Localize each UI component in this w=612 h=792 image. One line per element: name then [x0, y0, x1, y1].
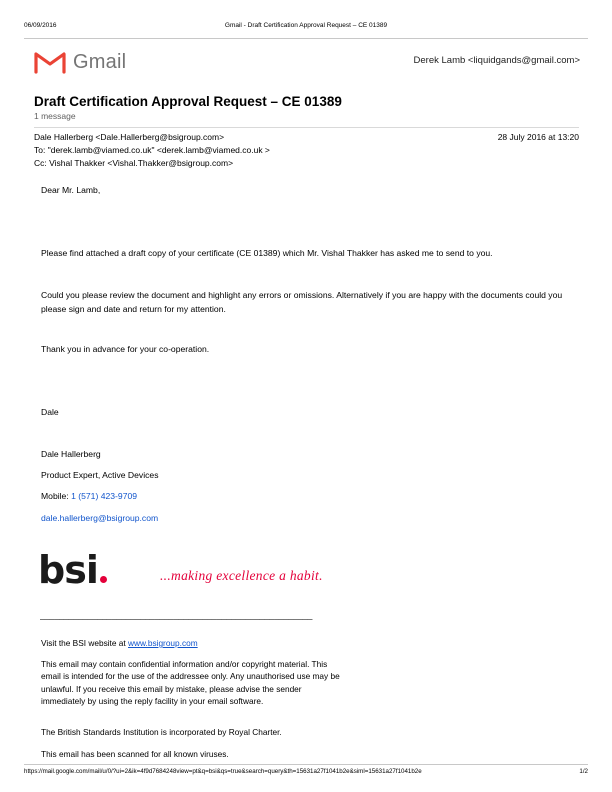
page-title: Draft Certification Approval Request – CE 01389 — [34, 94, 342, 109]
signature-role: Product Expert, Active Devices — [41, 470, 159, 480]
print-header — [0, 22, 612, 34]
footer-visit-prefix: Visit the BSI website at — [41, 638, 129, 648]
message-cc: Cc: Vishal Thakker <Vishal.Thakker@bsigroup.com> — [34, 158, 234, 168]
body-greeting: Dear Mr. Lamb, — [41, 185, 101, 195]
gmail-m-icon — [34, 50, 66, 74]
bsi-dot-icon — [100, 576, 107, 583]
bsi-wordmark — [38, 548, 107, 592]
footer-visit-line — [41, 637, 441, 649]
footer-incorporation: The British Standards Institution is incorporated by Royal Charter. — [41, 727, 282, 737]
bsi-logo — [38, 548, 438, 594]
body-paragraph-3: Thank you in advance for your co-operation. — [41, 344, 210, 354]
bsi-wordmark-text: bsi — [38, 548, 98, 592]
body-signoff: Dale — [41, 407, 59, 417]
message-count: 1 message — [34, 111, 76, 121]
subject-divider — [34, 127, 579, 128]
signature-email[interactable] — [41, 512, 441, 526]
message-from — [34, 131, 579, 144]
gmail-logo — [34, 48, 126, 76]
print-footer — [0, 768, 612, 780]
signature-name: Dale Hallerberg — [41, 449, 101, 459]
header-divider — [24, 38, 588, 39]
bsi-website-link[interactable]: www.bsigroup.com — [128, 638, 198, 648]
print-header-title: Gmail - Draft Certification Approval Request – CE 01389 — [224, 22, 388, 29]
message-header — [34, 131, 579, 170]
gmail-wordmark: Gmail — [73, 50, 127, 73]
message-from-text: Dale Hallerberg <Dale.Hallerberg@bsigroup.com> — [34, 132, 225, 142]
body-paragraph-1: Please find attached a draft copy of your certificate (CE 01389) which Mr. Vishal Thakker has asked me to send to you. — [41, 248, 493, 258]
body-paragraph-2: Could you please review the document and highlight any errors or omissions. Alternatively if you are happy with the documents could you please sign and date and return for my attention. — [41, 290, 563, 314]
gmail-header-row — [34, 46, 580, 80]
message-to: To: "derek.lamb@viamed.co.uk" <derek.lamb@viamed.co.uk > — [34, 145, 270, 155]
print-footer-url: https://mail.google.com/mail/u/0/?ui=2&ik=4f9d7684248view=pt&q=bsi&qs=true&search=query&th=15631a27f1041b2e&siml=15631a27f1041b2e — [24, 768, 422, 775]
footer-divider: _________________________________________________________ — [40, 610, 313, 620]
footer-rule — [24, 764, 588, 765]
print-footer-page: 1/2 — [579, 768, 588, 775]
signature-mobile-label: Mobile: — [41, 491, 69, 501]
signature-email-link[interactable]: dale.hallerberg@bsigroup.com — [41, 513, 159, 523]
account-label: Derek Lamb <liquidgands@gmail.com> — [413, 55, 580, 66]
bsi-tagline: ...making excellence a habit. — [160, 568, 323, 583]
signature-mobile — [41, 490, 441, 504]
footer-scanned-notice: This email has been scanned for all known viruses. — [41, 749, 229, 759]
print-header-date: 06/09/2016 — [24, 22, 57, 29]
footer-disclaimer: This email may contain confidential information and/or copyright material. This email is intended for the use of the addressee only. Any unauthorised use may be unlawful. If you receive this email by mistake, please advise the sender immediately by using the reply facility in your email software. — [41, 659, 340, 707]
signature-mobile-number[interactable]: 1 (571) 423-9709 — [71, 491, 138, 501]
message-date: 28 July 2016 at 13:20 — [497, 132, 579, 142]
